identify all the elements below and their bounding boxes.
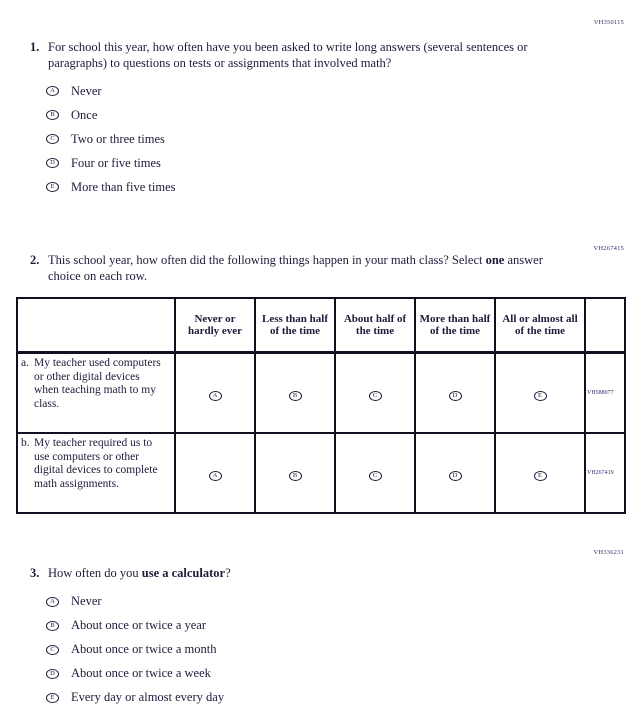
question-1-text: For school this year, how often have you been asked to write long answers (several sentences or paragraphs) to questions on tests or assignments that involved math? [48,40,528,70]
answer-option-once-twice-month[interactable] [46,643,568,657]
answer-option-label: Two or three times [71,131,165,146]
answer-bubble-d-icon[interactable]: D [449,471,462,481]
row-letter: a. [21,357,29,369]
statement-cell-b [17,433,175,513]
col-header-never-or-hardly-ever: Never or hardly ever [175,298,255,353]
question-3 [30,566,568,715]
answer-bubble-c-icon[interactable]: C [46,645,59,655]
statement-header-cell [17,298,175,353]
statement-cell-a [17,353,175,434]
cell-a-more-than-half[interactable] [415,353,495,434]
answer-bubble-e-icon[interactable]: E [46,693,59,703]
question-2-number: 2. [30,253,40,267]
answer-option-never[interactable] [46,595,568,609]
answer-option-once-twice-year[interactable] [46,619,568,633]
row-letter: b. [21,437,30,449]
answer-bubble-d-icon[interactable]: D [449,391,462,401]
cell-a-never[interactable] [175,353,255,434]
answer-bubble-b-icon[interactable]: B [46,110,59,120]
item-code-row-a: VH588077 [585,353,625,434]
answer-option-label: Every day or almost every day [71,690,225,704]
item-code-row-b: VH267419 [585,433,625,513]
col-header-less-than-half: Less than half of the time [255,298,335,353]
answer-option-two-or-three[interactable] [46,132,568,146]
statement-text: My teacher required us to use computers or other digital devices to complete math assignments. [34,437,158,490]
answer-option-never[interactable] [46,84,568,98]
item-code-q1: VH350115 [593,19,624,26]
answer-option-four-or-five[interactable] [46,156,568,170]
answer-option-every-day[interactable] [46,691,568,705]
answer-option-label: Once [71,107,98,122]
answer-bubble-c-icon[interactable]: C [46,134,59,144]
question-1-number: 1. [30,40,40,54]
frequency-table [16,297,626,514]
question-3-text-bold: use a calculator [141,566,226,580]
col-header-all-or-almost-all: All or almost all of the time [495,298,585,353]
answer-option-label: About once or twice a year [71,618,207,632]
answer-option-label: More than five times [71,179,176,194]
cell-b-more-than-half[interactable] [415,433,495,513]
statement-text: My teacher used computers or other digital devices when teaching math to my class. [34,357,161,410]
answer-bubble-d-icon[interactable]: D [46,158,59,168]
answer-bubble-b-icon[interactable]: B [46,621,59,631]
cell-b-about-half[interactable] [335,433,415,513]
answer-option-label: Never [71,594,102,608]
col-header-more-than-half: More than half of the time [415,298,495,353]
answer-bubble-e-icon[interactable]: E [534,391,547,401]
cell-b-all-or-almost-all[interactable] [495,433,585,513]
answer-bubble-c-icon[interactable]: C [369,471,382,481]
question-2 [30,253,568,284]
answer-option-once[interactable] [46,108,568,122]
question-3-options [46,595,568,705]
col-header-about-half: About half of the time [335,298,415,353]
question-2-text-seg2: answer choice on each row. [48,253,543,283]
answer-bubble-a-icon[interactable]: A [46,86,59,96]
answer-bubble-e-icon[interactable]: E [534,471,547,481]
question-3-text-seg2: ? [225,566,231,580]
cell-a-less-than-half[interactable] [255,353,335,434]
answer-bubble-c-icon[interactable]: C [369,391,382,401]
question-1-options [46,84,568,194]
table-header-row [17,298,625,353]
answer-option-label: About once or twice a week [71,666,211,680]
answer-option-label: About once or twice a month [71,642,217,656]
answer-bubble-e-icon[interactable]: E [46,182,59,192]
answer-bubble-a-icon[interactable]: A [209,471,222,481]
question-2-text-seg1: This school year, how often did the following things happen in your math class? Select [48,253,486,267]
code-header-cell [585,298,625,353]
answer-bubble-b-icon[interactable]: B [289,391,302,401]
answer-bubble-b-icon[interactable]: B [289,471,302,481]
question-3-text-seg1: How often do you [48,566,142,580]
question-1 [30,40,568,204]
answer-option-label: Never [71,83,102,98]
question-3-text [48,566,568,582]
answer-option-once-twice-week[interactable] [46,667,568,681]
item-code-q3: VH336231 [593,549,624,556]
question-2-text [48,253,568,284]
answer-bubble-a-icon[interactable]: A [46,597,59,607]
cell-b-never[interactable] [175,433,255,513]
answer-option-label: Four or five times [71,155,161,170]
cell-a-about-half[interactable] [335,353,415,434]
answer-option-more-than-five[interactable] [46,180,568,194]
question-3-number: 3. [30,566,40,580]
answer-bubble-a-icon[interactable]: A [209,391,222,401]
cell-b-less-than-half[interactable] [255,433,335,513]
item-code-q2: VH267415 [593,245,624,252]
question-2-text-bold: one [485,253,505,267]
answer-bubble-d-icon[interactable]: D [46,669,59,679]
cell-a-all-or-almost-all[interactable] [495,353,585,434]
table-row-b [17,433,625,513]
table-row-a [17,353,625,434]
